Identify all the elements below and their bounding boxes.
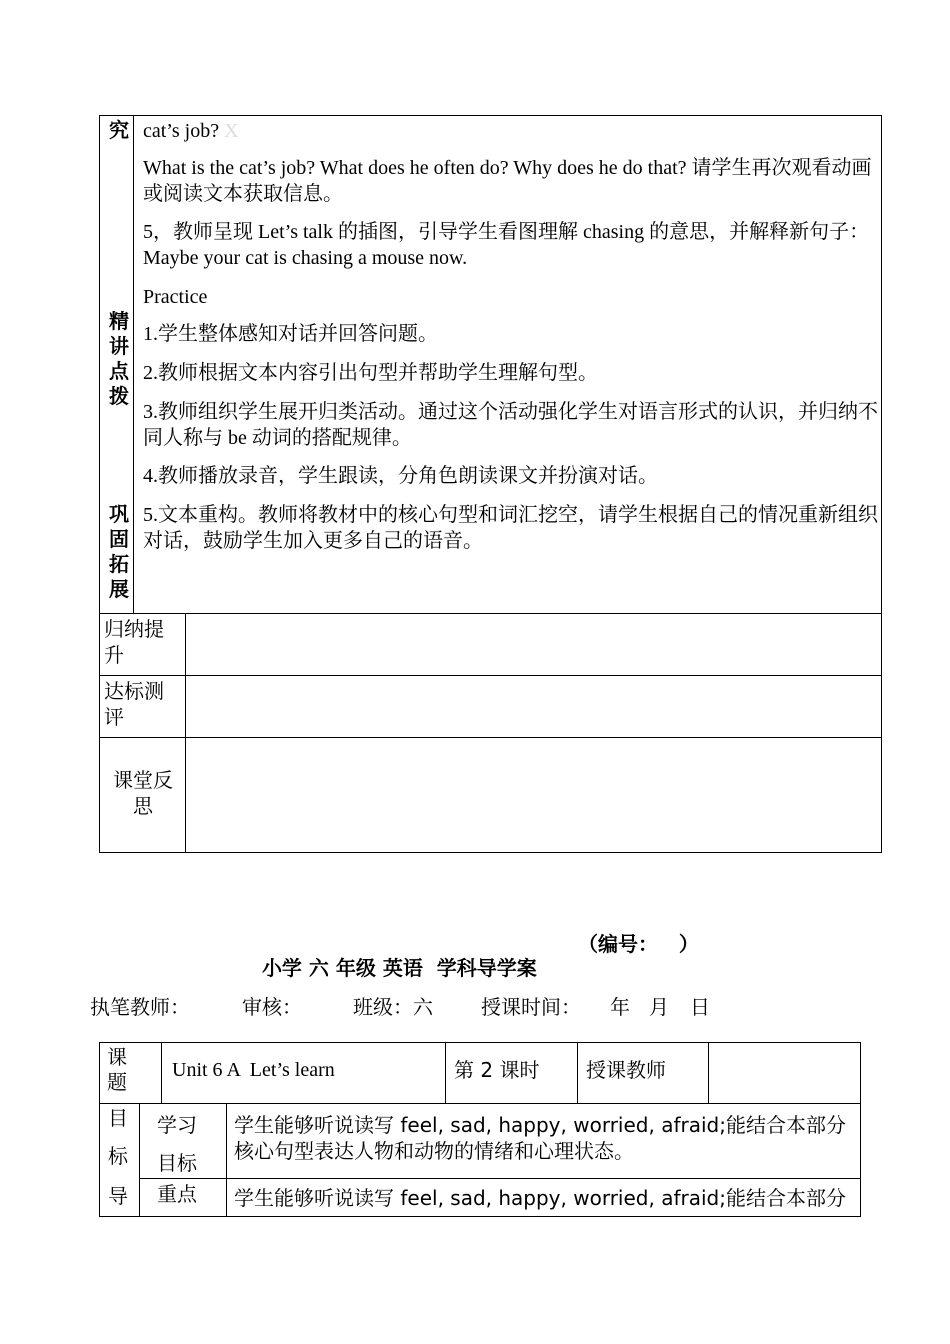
month-label: 月 — [649, 995, 669, 1019]
side-label-middle: 精讲点拨 — [109, 309, 129, 408]
row-label-assessment: 达标测评 — [104, 679, 164, 729]
paragraph-8: 5.文本重构。教师将教材中的核心句型和词汇挖空，请学生根据自己的情况重新组织对话，鼓励学生加入更多自己的语音。 — [143, 504, 878, 552]
focus-text: 学生能够听说读写 feel, sad, happy, worried, afraid;能结合本部分 — [234, 1186, 846, 1210]
topic-value: Unit 6 A Let’s learn — [172, 1059, 335, 1081]
topic-label: 课题 — [107, 1045, 127, 1094]
paragraph-4: 1.学生整体感知对话并回答问题。 — [143, 323, 438, 345]
doc-title — [248, 928, 537, 981]
class-label: 班级：六 — [353, 995, 433, 1019]
time-label: 授课时间： — [481, 995, 581, 1019]
doc-number: （编号： ） — [578, 932, 699, 956]
goal-label: 学习目标 — [157, 1113, 197, 1175]
side-char-0: 目 — [108, 1106, 128, 1130]
focus-label: 重点 — [157, 1182, 197, 1206]
paragraph-2: 5，教师呈现 Let’s talk 的插图，引导学生看图理解 chasing 的意思，并解释新句子：Maybe your cat is chasing a mouse now. — [143, 221, 870, 269]
paragraph-0-main: cat’s job? — [143, 120, 220, 142]
review-label: 审核： — [242, 995, 302, 1019]
day-label: 日 — [690, 995, 710, 1019]
side-char-2: 导 — [108, 1184, 128, 1208]
paragraph-7: 4.教师播放录音，学生跟读，分角色朗读课文并扮演对话。 — [143, 465, 658, 487]
side-label-top: 究 — [109, 118, 129, 142]
side-label-bottom: 巩固拓展 — [109, 502, 129, 601]
period: 第 2 课时 — [454, 1058, 540, 1082]
row-label-summary: 归纳提升 — [104, 617, 164, 667]
year-label: 年 — [610, 995, 630, 1019]
paragraph-5: 2.教师根据文本内容引出句型并帮助学生理解句型。 — [143, 362, 598, 384]
side-char-1: 标 — [108, 1144, 128, 1168]
row-label-reflection: 课堂反思 — [113, 768, 173, 818]
paragraph-0-faint: X — [224, 120, 239, 142]
teacher-label: 授课教师 — [586, 1058, 666, 1082]
paragraph-6: 3.教师组织学生展开归类活动。通过这个活动强化学生对语言形式的认识，并归纳不同人称与 be 动词的搭配规律。 — [143, 401, 878, 449]
writer-label: 执笔教师： — [90, 995, 190, 1019]
paragraph-0 — [143, 118, 878, 144]
goal-text: 学生能够听说读写 feel, sad, happy, worried, afraid;能结合本部分核心句型表达人物和动物的情绪和心理状态。 — [234, 1113, 846, 1163]
paragraph-3: Practice — [143, 286, 208, 308]
doc-title-text: 小学 六 年级 英语 学科导学案 — [261, 956, 537, 980]
paragraph-1: What is the cat’s job? What does he often do? Why does he do that? 请学生再次观看动画或阅读文本获取信息。 — [143, 157, 872, 205]
